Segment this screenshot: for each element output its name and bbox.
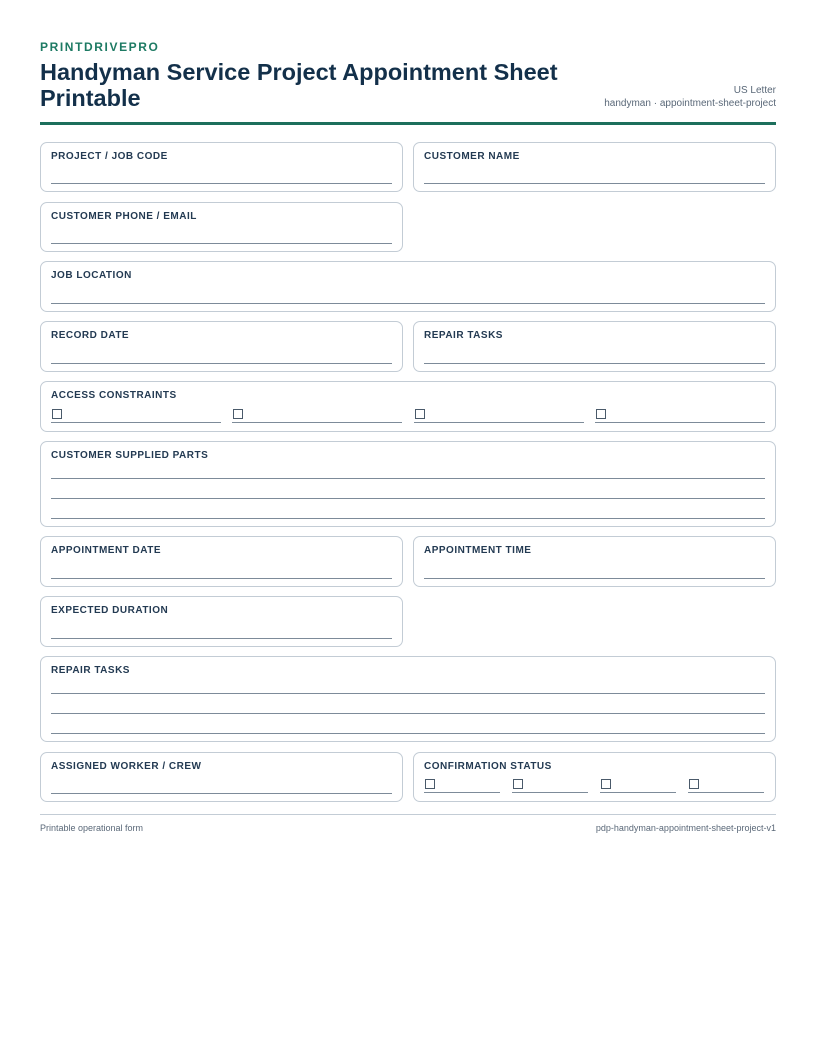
write-line[interactable]: [51, 793, 392, 794]
checkbox[interactable]: [425, 779, 435, 789]
field-label: PROJECT / JOB CODE: [51, 151, 168, 162]
write-line[interactable]: [51, 303, 765, 304]
form-slug: handyman · appointment-sheet-project: [604, 98, 776, 109]
checkbox[interactable]: [596, 409, 606, 419]
field-repair-tasks-short: [413, 321, 776, 372]
write-line[interactable]: [51, 363, 392, 364]
field-customer-supplied-parts: [40, 441, 776, 527]
field-project-job-code: [40, 142, 403, 192]
write-line[interactable]: [51, 693, 765, 694]
field-repair-tasks-long: [40, 656, 776, 742]
write-line[interactable]: [424, 183, 765, 184]
checkbox-line[interactable]: [688, 792, 764, 793]
write-line[interactable]: [424, 578, 765, 579]
write-line[interactable]: [51, 478, 765, 479]
field-label: APPOINTMENT TIME: [424, 545, 532, 556]
field-label: REPAIR TASKS: [51, 665, 130, 676]
field-expected-duration: [40, 596, 403, 647]
field-access-constraints: [40, 381, 776, 432]
field-label: RECORD DATE: [51, 330, 130, 341]
field-label: ASSIGNED WORKER / CREW: [51, 761, 202, 772]
checkbox[interactable]: [233, 409, 243, 419]
checkbox[interactable]: [513, 779, 523, 789]
field-label: APPOINTMENT DATE: [51, 545, 162, 556]
field-label: JOB LOCATION: [51, 270, 132, 281]
footer-left-text: Printable operational form: [40, 823, 144, 833]
write-line[interactable]: [51, 713, 765, 714]
checkbox[interactable]: [415, 409, 425, 419]
checkbox[interactable]: [689, 779, 699, 789]
checkbox-line[interactable]: [512, 792, 588, 793]
checkbox[interactable]: [52, 409, 62, 419]
brand-name: PRINTDRIVEPRO: [40, 40, 160, 54]
footer-form-id: pdp-handyman-appointment-sheet-project-v1: [595, 823, 776, 833]
field-record-date: [40, 321, 403, 372]
write-line[interactable]: [424, 363, 765, 364]
field-appointment-date: [40, 536, 403, 587]
write-line[interactable]: [51, 733, 765, 734]
field-appointment-time: [413, 536, 776, 587]
write-line[interactable]: [51, 638, 392, 639]
field-label: ACCESS CONSTRAINTS: [51, 390, 177, 401]
field-label: CUSTOMER NAME: [424, 151, 520, 162]
field-confirmation-status: [413, 752, 776, 802]
field-label: REPAIR TASKS: [424, 330, 503, 341]
field-label: CONFIRMATION STATUS: [424, 761, 552, 772]
field-customer-name: [413, 142, 776, 192]
write-line[interactable]: [51, 243, 392, 244]
checkbox-line[interactable]: [414, 422, 584, 423]
write-line[interactable]: [51, 518, 765, 519]
footer-rule: [40, 814, 776, 815]
write-line[interactable]: [51, 183, 392, 184]
checkbox-line[interactable]: [600, 792, 676, 793]
field-label: EXPECTED DURATION: [51, 605, 169, 616]
checkbox-line[interactable]: [424, 792, 500, 793]
paper-size-label: US Letter: [733, 85, 776, 96]
write-line[interactable]: [51, 578, 392, 579]
field-customer-phone-email: [40, 202, 403, 252]
page-title: Handyman Service Project Appointment Sheet Printable: [40, 59, 558, 111]
field-label: CUSTOMER SUPPLIED PARTS: [51, 450, 209, 461]
field-label: CUSTOMER PHONE / EMAIL: [51, 211, 197, 222]
header-rule: [40, 122, 776, 125]
checkbox[interactable]: [601, 779, 611, 789]
checkbox-line[interactable]: [232, 422, 402, 423]
write-line[interactable]: [51, 498, 765, 499]
header-meta: [604, 84, 776, 110]
checkbox-line[interactable]: [51, 422, 221, 423]
field-assigned-worker-crew: [40, 752, 403, 802]
field-job-location: [40, 261, 776, 312]
checkbox-line[interactable]: [595, 422, 765, 423]
